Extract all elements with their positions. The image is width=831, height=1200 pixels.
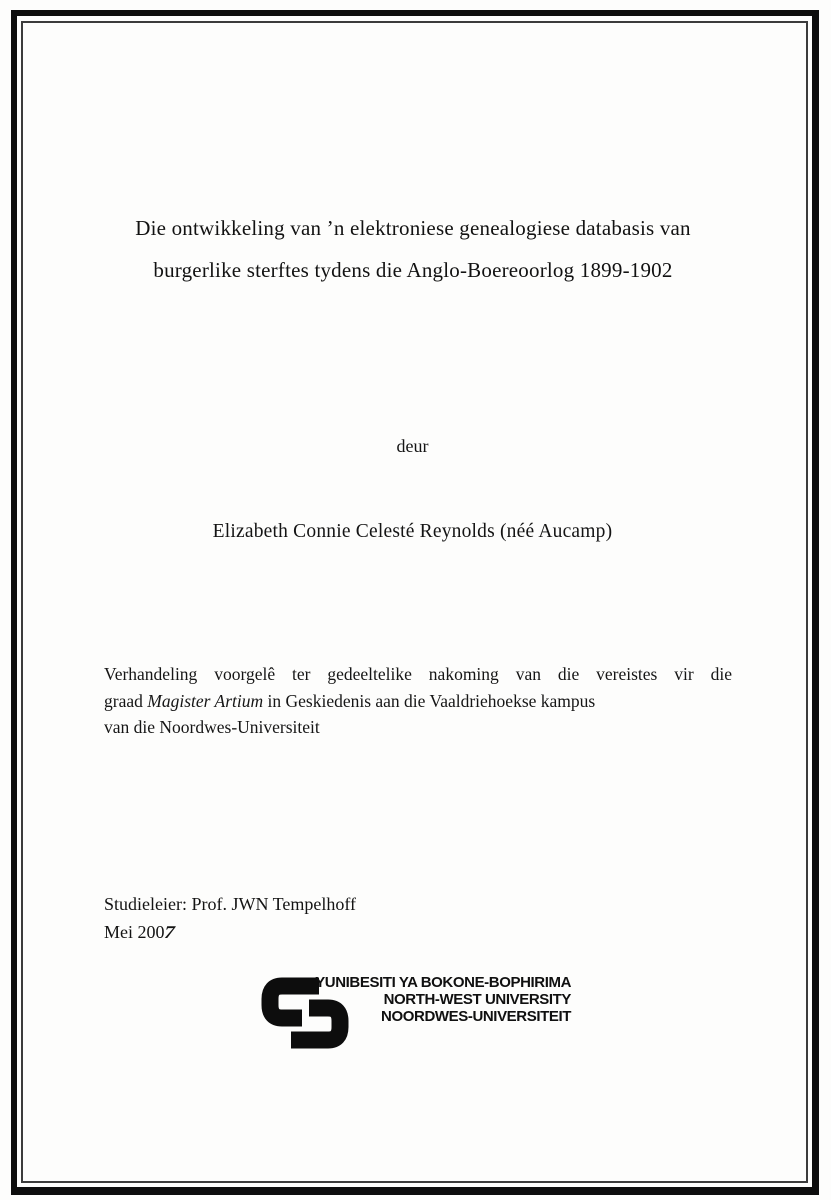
declaration-line-1: Verhandeling voorgelê ter gedeeltelike nakoming van die vereistes vir die [104,664,732,684]
supervisor-block [104,890,356,946]
date-final-digit: 7 [160,922,178,942]
declaration-line-2-post: in Geskiedenis aan die Vaaldriehoekse kampus [263,690,596,711]
declaration-line-3: van die Noordwes-Universiteit [104,717,320,737]
logo-text-setswana: YUNIBESITI YA BOKONE-BOPHIRIMA [315,974,571,991]
university-logo [0,970,831,1060]
declaration-line-2 [104,688,732,715]
degree-name-italic: Magister Artium [147,690,264,711]
date-line [104,918,356,946]
declaration-paragraph [104,661,732,741]
author-name: Elizabeth Connie Celesté Reynolds (néé Aucamp) [212,521,613,542]
declaration-line-2-pre: graad [104,690,148,711]
thesis-title-line-2: burgerlike sterftes tydens die Anglo-Boereoorlog 1899-1902 [153,258,673,282]
byline-deur: deur [396,436,429,456]
thesis-title-line-1: Die ontwikkeling van ’n elektroniese genealogiese databasis van [135,216,691,240]
supervisor-line: Studieleier: Prof. JWN Tempelhoff [104,894,357,914]
logo-text-english: NORTH-WEST UNIVERSITY [383,991,571,1008]
thesis-title [85,207,741,291]
date-prefix: Mei 200 [104,922,165,942]
logo-text-afrikaans: NOORDWES-UNIVERSITEIT [381,1008,571,1025]
